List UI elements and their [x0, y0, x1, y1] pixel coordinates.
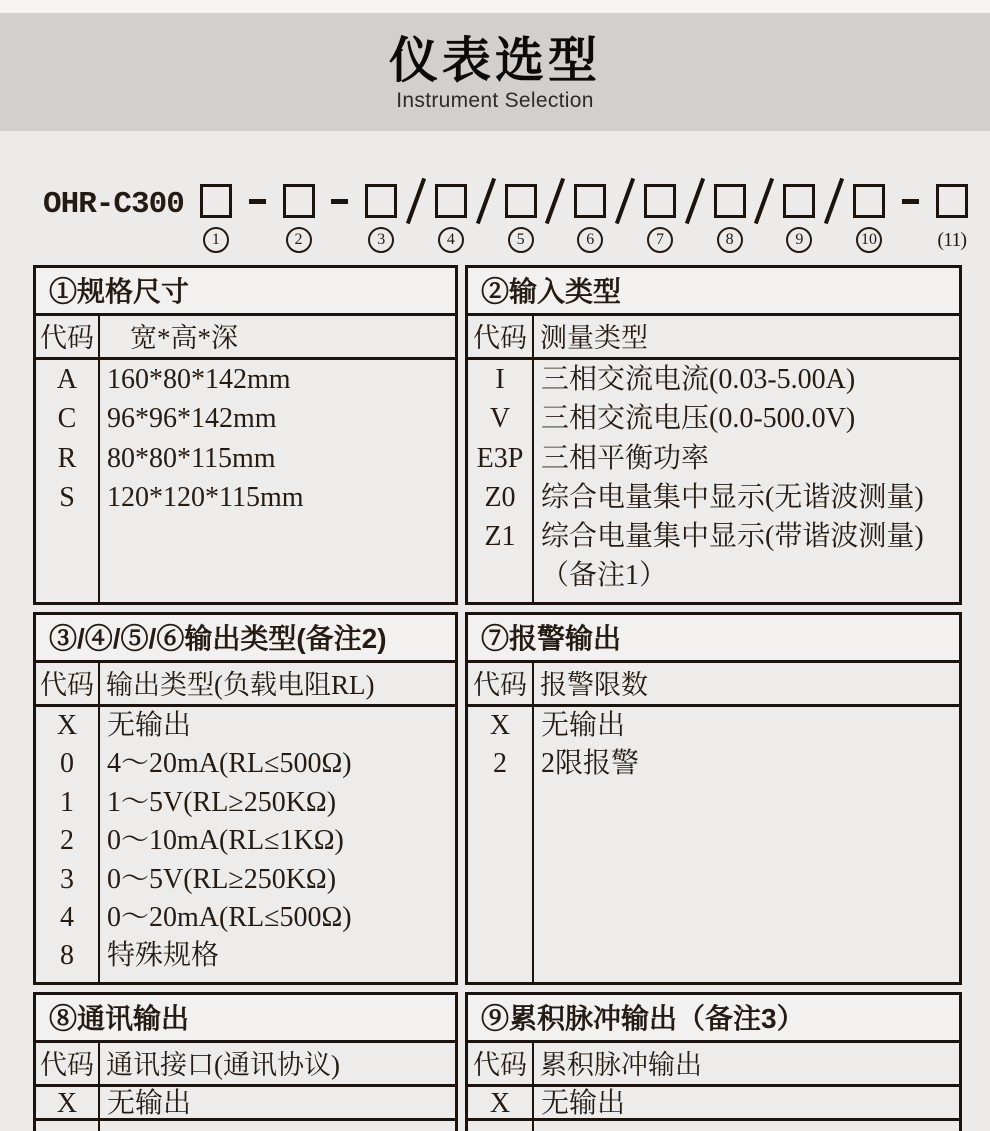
model-position-3 [365, 184, 397, 253]
value-cell: 2限报警 [541, 748, 640, 780]
value-cell: 特殊规格 [107, 940, 220, 972]
column-header-row [36, 1043, 455, 1087]
table-body [36, 1087, 455, 1131]
value-cell: 0～5V(RL≥250KΩ) [107, 863, 337, 895]
section-title: ③/④/⑤/⑥输出类型(备注2) [36, 615, 455, 663]
code-cell: 3 [60, 863, 74, 895]
model-position-7 [644, 184, 676, 253]
position-badge: 2 [286, 227, 312, 253]
table-body [468, 707, 959, 982]
code-cell: 8 [60, 940, 74, 972]
table-pulse-output [465, 992, 962, 1131]
code-cell: C [57, 403, 77, 435]
column-header-row [36, 316, 455, 360]
value-cell: 综合电量集中显示(无谐波测量) [541, 481, 924, 513]
model-position-8 [714, 184, 746, 253]
column-header-code: 代码 [36, 316, 100, 357]
column-header-row [468, 316, 959, 360]
code-box [365, 184, 397, 218]
code-column [36, 707, 100, 982]
model-position-10 [853, 184, 885, 253]
code-cell: 2 [60, 825, 74, 857]
code-box [783, 184, 815, 218]
value-cell: 无输出 [534, 1087, 959, 1121]
slash-separator [476, 178, 496, 224]
page-title: 仪表选型 [388, 34, 601, 88]
code-box [714, 184, 746, 218]
code-cell: S [59, 481, 75, 513]
model-position-1 [200, 184, 232, 253]
model-position-2 [283, 184, 315, 253]
code-cell [468, 556, 532, 595]
value-column [534, 360, 959, 602]
section-title: ①规格尺寸 [36, 268, 455, 316]
code-column [468, 707, 534, 982]
table-body [36, 360, 455, 602]
value-cell: 120*120*115mm [107, 481, 304, 513]
value-cell: 三相平衡功率 [541, 442, 710, 474]
value-column [100, 360, 455, 602]
title-band [0, 13, 990, 131]
model-position-6 [574, 184, 606, 253]
code-column [36, 1087, 100, 1131]
position-badge: 5 [508, 227, 534, 253]
code-cell: 4 [60, 901, 74, 933]
value-cell: 96*96*142mm [107, 403, 277, 435]
dash-separator [902, 199, 919, 204]
column-header-value: 宽*高*深 [130, 323, 238, 353]
position-badge: 6 [577, 227, 603, 253]
column-header-value: 报警限数 [540, 670, 648, 700]
column-header-value: 测量类型 [540, 323, 648, 353]
value-column [100, 1087, 455, 1131]
slash-separator [406, 178, 426, 224]
value-cell: 0～10mA(RL≤1KΩ) [107, 825, 344, 857]
selection-tables [33, 265, 962, 1131]
column-header-code: 代码 [468, 1043, 534, 1084]
model-position-11 [936, 184, 968, 253]
slash-separator [545, 178, 565, 224]
code-box [505, 184, 537, 218]
slash-separator [615, 178, 635, 224]
column-header-code: 代码 [36, 1043, 100, 1084]
value-column [534, 1087, 959, 1131]
value-cell: 无输出 [100, 1087, 455, 1121]
code-box [435, 184, 467, 218]
table-body [468, 1087, 959, 1131]
code-cell: X [56, 710, 78, 741]
position-badge: 10 [856, 227, 882, 253]
code-cell: 2 [493, 748, 507, 780]
code-cell: X [489, 710, 511, 741]
model-prefix: OHR-C300 [43, 187, 184, 222]
table-comm-output [33, 992, 458, 1131]
column-header-row [36, 663, 455, 707]
value-cell: 0～20mA(RL≤500Ω) [107, 901, 352, 933]
value-cell: 4～20mA(RL≤500Ω) [107, 748, 352, 780]
model-position-5 [505, 184, 537, 253]
value-cell: 无输出 [541, 710, 626, 741]
table-input-type [465, 265, 962, 605]
position-badge: 9 [786, 227, 812, 253]
code-box [574, 184, 606, 218]
code-box [936, 184, 968, 218]
position-badge: 4 [438, 227, 464, 253]
code-cell: Z0 [484, 481, 516, 513]
column-header-value: 通讯接口(通讯协议) [106, 1050, 340, 1080]
value-cell: 160*80*142mm [107, 364, 291, 395]
position-badge: 8 [717, 227, 743, 253]
value-column [534, 707, 959, 982]
slash-separator [754, 178, 774, 224]
column-header-value: 累积脉冲输出 [540, 1050, 702, 1080]
column-header-row [468, 1043, 959, 1087]
code-box [644, 184, 676, 218]
position-badge: 3 [368, 227, 394, 253]
position-badge: 7 [647, 227, 673, 253]
slash-separator [824, 178, 844, 224]
model-position-4 [435, 184, 467, 253]
table-spec-size [33, 265, 458, 605]
section-title: ⑦报警输出 [468, 615, 959, 663]
code-cell: I [495, 364, 505, 395]
value-cell: 无输出 [107, 710, 192, 741]
code-column [468, 1087, 534, 1131]
value-cell: 综合电量集中显示(带谐波测量) [541, 521, 924, 553]
code-box [200, 184, 232, 218]
column-header-code: 代码 [468, 663, 534, 704]
code-column [36, 360, 100, 602]
value-cell: 三相交流电流(0.03-5.00A) [541, 364, 856, 395]
dash-separator [249, 199, 266, 204]
position-badge: 1 [203, 227, 229, 253]
value-cell: 80*80*115mm [107, 442, 276, 474]
code-cell: 0 [60, 748, 74, 780]
code-cell: 1 [60, 786, 74, 818]
column-header-row [468, 663, 959, 707]
table-output-type [33, 612, 458, 985]
code-cell: Z1 [484, 521, 516, 553]
value-cell: （备注1） [541, 560, 668, 592]
value-cell: 三相交流电压(0.0-500.0V) [541, 403, 856, 435]
code-cell: X [468, 1087, 532, 1121]
code-cell: E3P [476, 442, 524, 474]
code-cell: R [57, 442, 77, 474]
model-code-boxes [200, 184, 968, 253]
value-cell: 1～5V(RL≥250KΩ) [107, 786, 337, 818]
dash-separator [331, 199, 348, 204]
code-box [853, 184, 885, 218]
table-alarm-output [465, 612, 962, 985]
section-title: ⑨累积脉冲输出（备注3） [468, 995, 959, 1043]
value-column [100, 707, 455, 982]
top-margin-strip [0, 0, 990, 13]
code-box [283, 184, 315, 218]
model-code-diagram [43, 184, 968, 253]
column-header-code: 代码 [468, 316, 534, 357]
column-header-value: 输出类型(负载电阻RL) [106, 670, 375, 700]
table-body [468, 360, 959, 602]
code-cell: A [56, 364, 78, 395]
column-header-code: 代码 [36, 663, 100, 704]
section-title: ②输入类型 [468, 268, 959, 316]
section-title: ⑧通讯输出 [36, 995, 455, 1043]
slash-separator [685, 178, 705, 224]
code-cell: X [36, 1087, 98, 1121]
page-subtitle: Instrument Selection [396, 88, 594, 112]
position-badge: (11) [937, 229, 966, 251]
code-column [468, 360, 534, 602]
table-body [36, 707, 455, 982]
code-cell: V [489, 403, 511, 435]
model-position-9 [783, 184, 815, 253]
